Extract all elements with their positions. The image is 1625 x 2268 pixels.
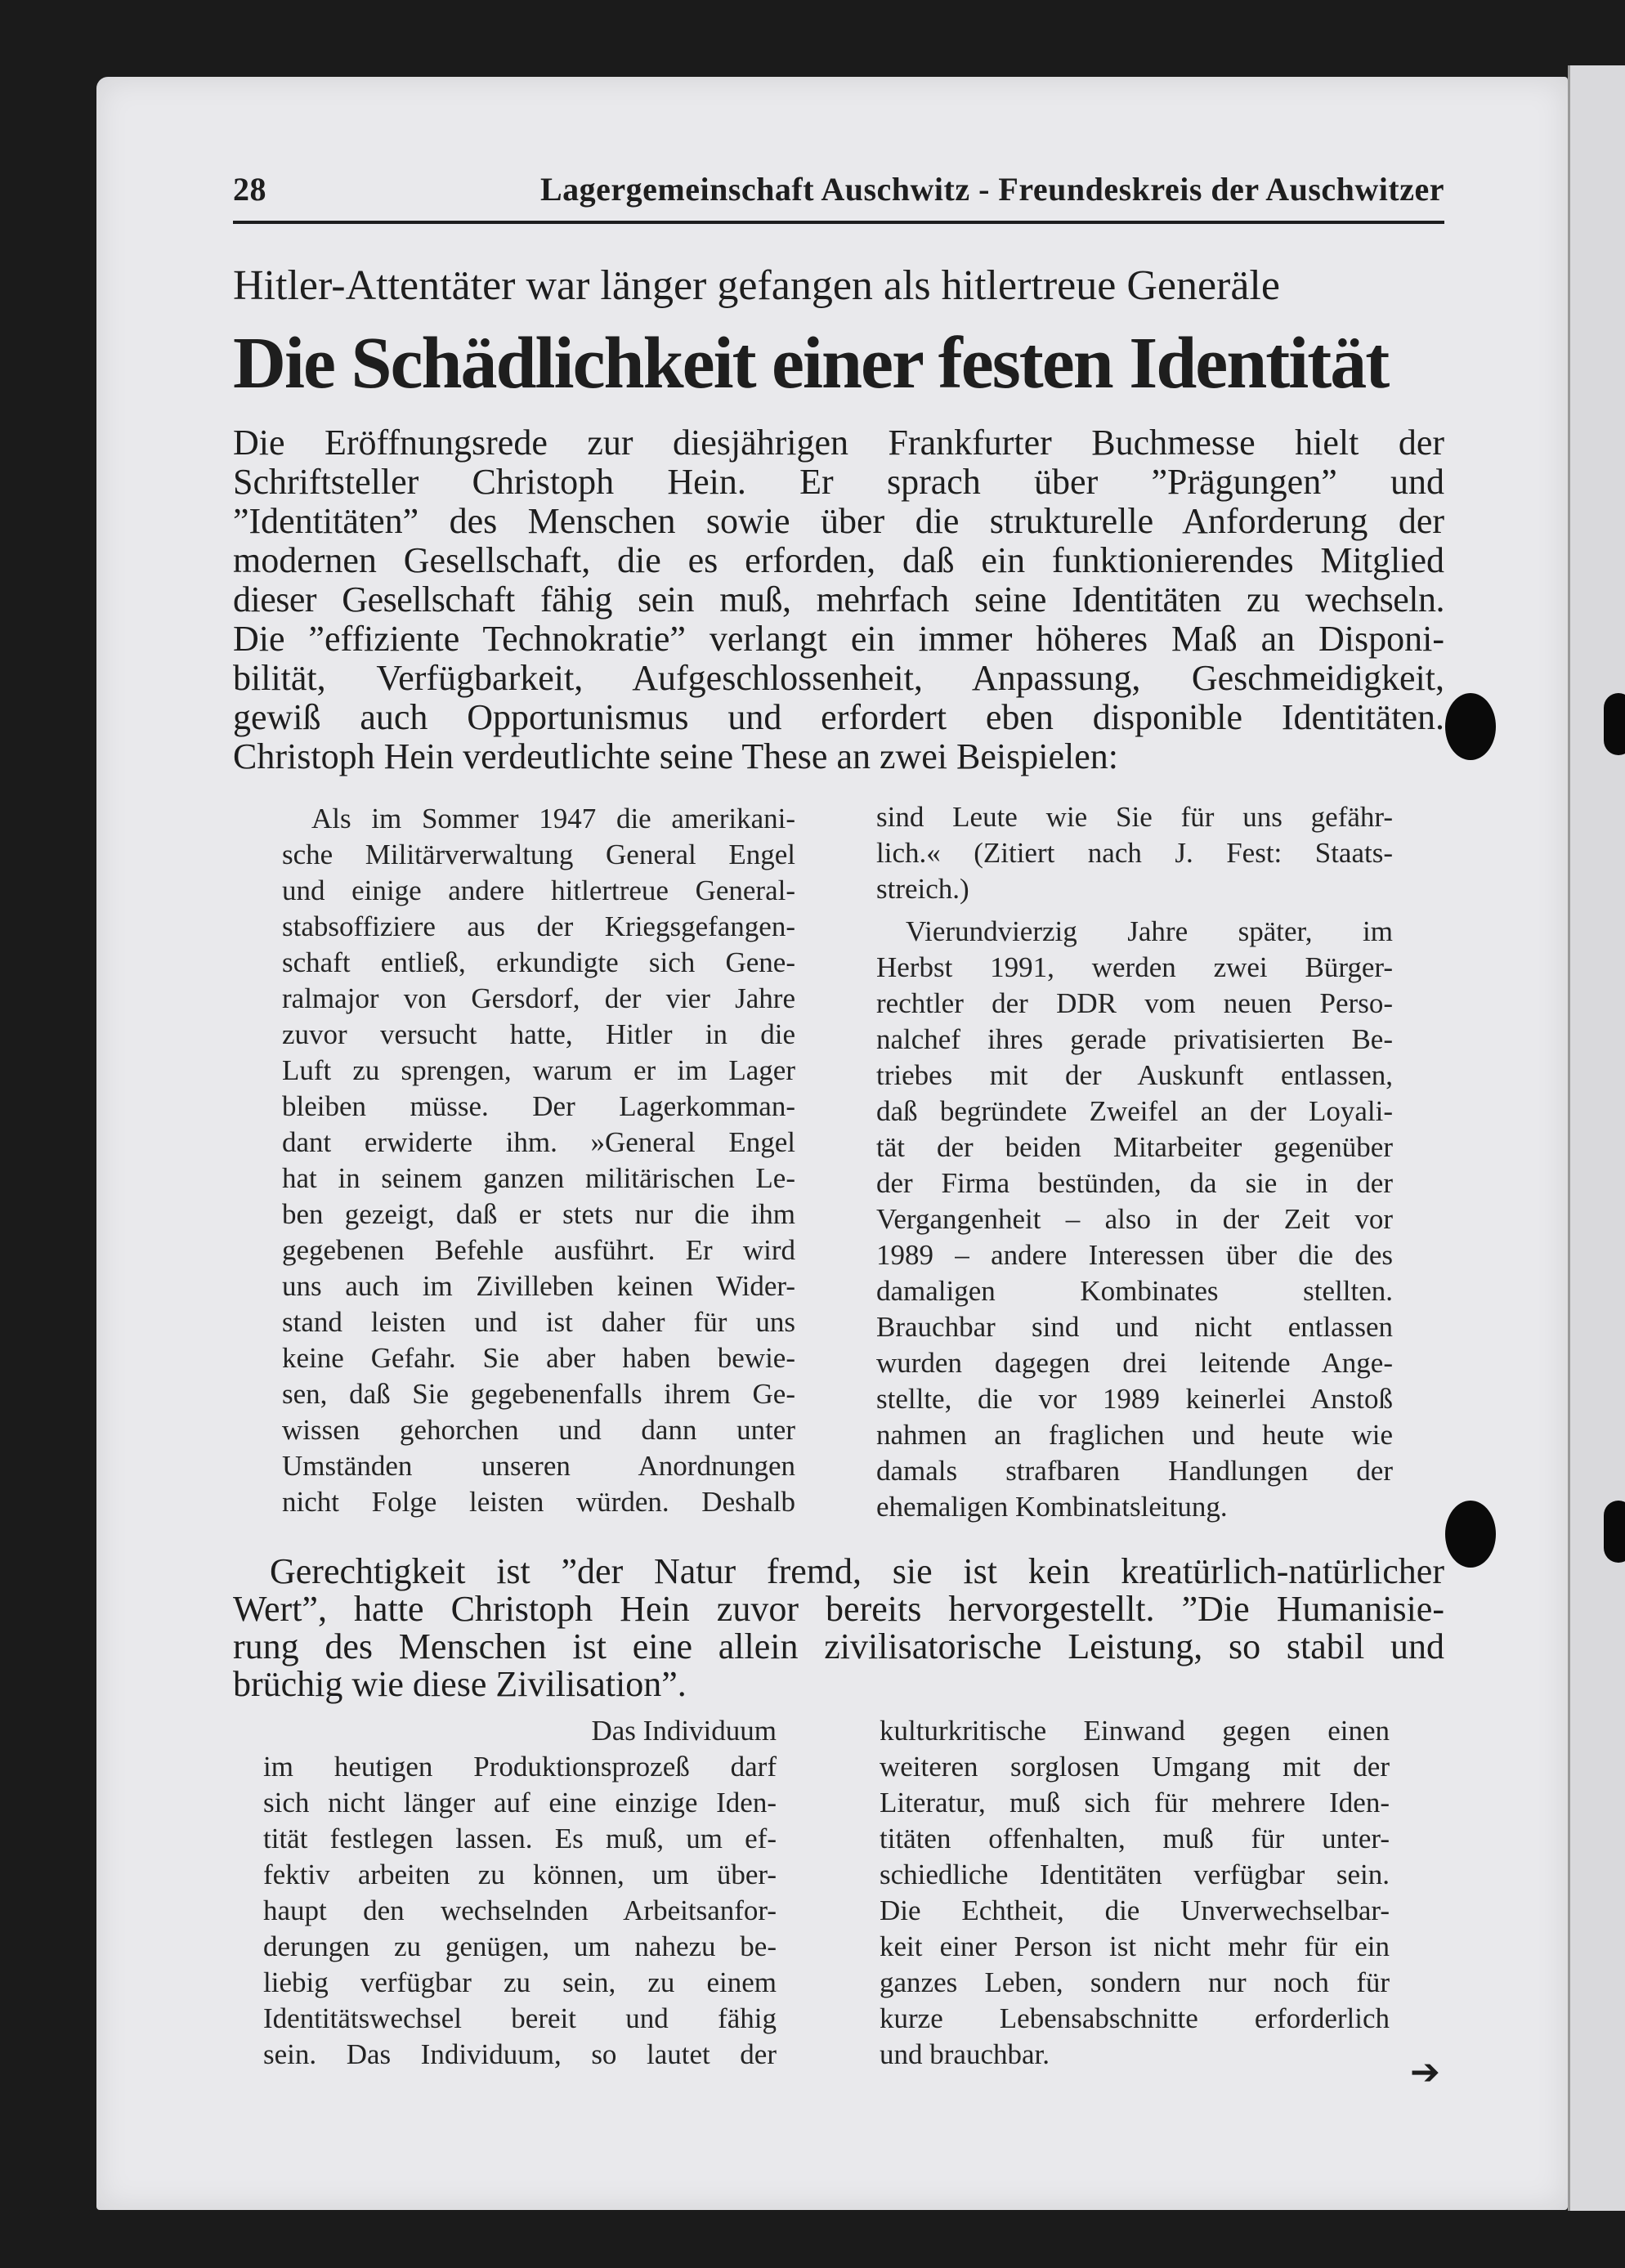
text-line: lich.« (Zitiert nach J. Fest: Staats- [876,837,1393,869]
punch-hole [1604,693,1625,755]
text-line: titäten offenhalten, muß für unter- [880,1823,1390,1854]
text-line: stellte, die vor 1989 keinerlei Anstoß [876,1383,1393,1415]
text-line: Schriftsteller Christoph Hein. Er sprach über ”Prägungen” und [233,462,1444,502]
text-line: sen, daß Sie gegebenenfalls ihrem Ge- [282,1378,795,1410]
text-line: Herbst 1991, werden zwei Bürger- [876,951,1393,983]
text-line: derungen zu genügen, um nahezu be- [263,1930,777,1962]
text-line: stand leisten und ist daher für uns [282,1306,795,1338]
text-line: uns auch im Zivilleben keinen Wider- [282,1270,795,1302]
text-line: tität festlegen lassen. Es muß, um ef- [263,1823,777,1854]
text-line: tät der beiden Mitarbeiter gegenüber [876,1131,1393,1163]
text-line: keit einer Person ist nicht mehr für ein [880,1930,1390,1962]
mid-paragraph [233,1553,1444,1703]
lead-paragraph [233,423,1444,776]
punch-hole [1445,693,1496,760]
text-line: sein. Das Individuum, so lautet der [263,2038,777,2070]
text-line: dant erwiderte ihm. »General Engel [282,1126,795,1158]
text-line: zuvor versucht hatte, Hitler in die [282,1018,795,1050]
text-line: Die Echtheit, die Unverwechselbar- [880,1894,1390,1926]
text-line: ehemaligen Kombinatsleitung. [876,1491,1228,1523]
text-line: fektiv arbeiten zu können, um über- [263,1859,777,1890]
text-line: streich.) [876,873,969,905]
text-line: im heutigen Produktionsprozeß darf [263,1751,777,1783]
article-kicker: Hitler-Attentäter war länger gefangen als hitlertreue Generäle [233,262,1280,309]
text-line: Literatur, muß sich für mehrere Iden- [880,1787,1390,1818]
text-line: Umständen unseren Anordnungen [282,1450,795,1482]
text-line: ralmajor von Gersdorf, der vier Jahre [282,982,795,1014]
text-line: Christoph Hein verdeutlichte seine These an zwei Beispielen: [233,736,1118,776]
text-line: Das Individuum [591,1715,777,1747]
text-line: triebes mit der Auskunft entlassen, [876,1059,1393,1091]
text-line: kurze Lebensabschnitte erforderlich [880,2002,1390,2034]
text-line: Brauchbar sind und nicht entlassen [876,1311,1393,1343]
text-line: Luft zu sprengen, warum er im Lager [282,1054,795,1086]
text-line: nicht Folge leisten würden. Deshalb [282,1486,795,1518]
text-line: bleiben müsse. Der Lagerkomman- [282,1090,795,1122]
running-header [233,170,1444,208]
text-line: rechtler der DDR vom neuen Perso- [876,987,1393,1019]
text-line: ”Identitäten” des Menschen sowie über die strukturelle Anforderung der [233,501,1444,541]
text-line: ganzes Leben, sondern nur noch für [880,1966,1390,1998]
column-3 [263,1713,777,2073]
text-line: Wert”, hatte Christoph Hein zuvor bereits hervorgestellt. ”Die Humanisie- [233,1589,1444,1629]
column-2 [876,799,1393,1525]
header-rule [233,221,1444,224]
text-line: Vierundvierzig Jahre später, im [906,915,1393,947]
text-line: Vergangenheit – also in der Zeit vor [876,1203,1393,1235]
publication-title: Lagergemeinschaft Auschwitz - Freundeskreis der Auschwitzer [539,171,1444,208]
text-line: damals strafbaren Handlungen der [876,1455,1393,1487]
punch-hole [1604,1501,1625,1563]
text-line: sich nicht länger auf eine einzige Iden- [263,1787,777,1818]
text-line: hat in seinem ganzen militärischen Le- [282,1162,795,1194]
text-line: und brauchbar. [880,2038,1050,2070]
text-line: rung des Menschen ist eine allein zivilisatorische Leistung, so stabil und [233,1626,1444,1666]
text-line: Identitätswechsel bereit und fähig [263,2002,777,2034]
text-line: der Firma bestünden, da sie in der [876,1167,1393,1199]
text-line: wissen gehorchen und dann unter [282,1414,795,1446]
column-1 [282,801,795,1520]
text-line: dieser Gesellschaft fähig sein muß, mehrfach seine Identitäten zu wechseln. [233,579,1444,620]
text-line: gegebenen Befehle ausführt. Er wird [282,1234,795,1266]
article-headline: Die Schädlichkeit einer festen Identität [233,323,1389,404]
text-line: 1989 – andere Interessen über die des [876,1239,1393,1271]
text-line: ben gezeigt, daß er stets nur die ihm [282,1198,795,1230]
text-line: und einige andere hitlertreue General- [282,875,795,906]
text-line: Die ”effiziente Technokratie” verlangt ein immer höheres Maß an Disponi- [233,619,1444,659]
text-line: bilität, Verfügbarkeit, Aufgeschlossenheit, Anpassung, Geschmeidigkeit, [233,658,1444,698]
text-line: sind Leute wie Sie für uns gefähr- [876,801,1393,833]
text-line: stabsoffiziere aus der Kriegsgefangen- [282,910,795,942]
text-line: kulturkritische Einwand gegen einen [880,1715,1390,1747]
text-line: keine Gefahr. Sie aber haben bewie- [282,1342,795,1374]
punch-hole [1445,1501,1496,1568]
text-line: nahmen an fraglichen und heute wie [876,1419,1393,1451]
text-line: schaft entließ, erkundigte sich Gene- [282,946,795,978]
text-line: Als im Sommer 1947 die amerikani- [311,803,795,834]
text-line: damaligen Kombinates stellten. [876,1275,1393,1307]
adjacent-page-edge [1568,65,1625,2211]
text-line: nalchef ihres gerade privatisierten Be- [876,1023,1393,1055]
text-line: wurden dagegen drei leitende Ange- [876,1347,1393,1379]
text-line: sche Militärverwaltung General Engel [282,839,795,870]
text-line: gewiß auch Opportunismus und erfordert eben disponible Identitäten. [233,697,1444,737]
page-number: 28 [233,171,266,208]
text-line: schiedliche Identitäten verfügbar sein. [880,1859,1390,1890]
text-line: Die Eröffnungsrede zur diesjährigen Frankfurter Buchmesse hielt der [233,423,1444,463]
column-4 [880,1713,1390,2073]
continue-arrow-icon: ➔ [1410,2051,1440,2093]
text-line: haupt den wechselnden Arbeitsanfor- [263,1894,777,1926]
text-line: weiteren sorglosen Umgang mit der [880,1751,1390,1783]
text-line: brüchig wie diese Zivilisation”. [233,1664,687,1704]
text-line: daß begründete Zweifel an der Loyali- [876,1095,1393,1127]
text-line: modernen Gesellschaft, die es erforden, daß ein funktionierendes Mitglied [233,540,1444,580]
text-line: Gerechtigkeit ist ”der Natur fremd, sie ist kein kreatürlich-natürlicher [270,1551,1444,1591]
text-line: liebig verfügbar zu sein, zu einem [263,1966,777,1998]
